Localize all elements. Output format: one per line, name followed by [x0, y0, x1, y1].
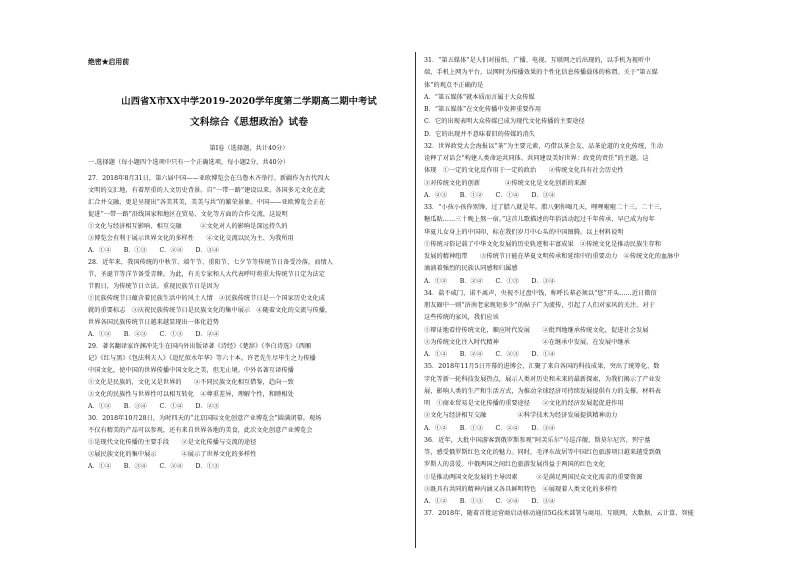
question-line: 明 ①商业贸易是文化传播的重要途径 ②文化的经济发展起促进作用: [424, 400, 624, 407]
question-line: C．它的出现表明大众传媒已成为现代文化传播的主要途径: [424, 118, 585, 126]
question-line: D．它的出现并不意味着旧的传媒的消失: [424, 130, 536, 138]
question-line: 中国文化，使中国的世界传播中国文化之美，但无止境。中外名著互译传播: [88, 367, 294, 374]
question-line: A．①② B．③④ C．②④ D．①③: [88, 463, 220, 470]
question-line: 31．“第五媒体”是人们对报纸、广播、电视、互联网之后出现的，以手机为视听中: [424, 57, 651, 64]
exam-title: 山西省X市XX中学2019-2020学年度第二学期高二期中考试: [121, 96, 377, 107]
question-line: ①民族传统节日蕴含着民族生活中的风土人情 ②民族传统节日是一个国家历史文化成: [88, 295, 326, 302]
question-line: 29．著名翻译家许渊冲先生在国内外出版译著《诗经》《楚辞》《李白诗选》《西厢: [88, 343, 312, 350]
part-heading: 第Ⅰ卷（选择题，共计40分）: [209, 145, 289, 152]
question-line: ③对传统文化的创新 ④传统文化是文化创新的来源: [424, 179, 587, 187]
question-line: 30．2018年10月28日，为时四天的“北京国际文化创意产业博览会”圆满闭幕。观场: [88, 415, 322, 422]
question-line: B．“第五媒体”在文化传播中发挥重要作用: [424, 106, 542, 113]
question-line: 华夏儿女身上的中国印，标在我们岁月中心头的中国图腾。以上材料说明: [424, 228, 624, 236]
question-line: 32．世界政党大会海报以“茶”为主要元素，巧借以茶会友、品茶论道的文化传统，生动: [424, 142, 663, 150]
question-line: 汇合并交融，更是呈现出“各美其美，美美与共”的繁荣景象。中国——亚欧博览会正在: [88, 199, 326, 206]
question-line: 糖瓜粘……三十晚上熬一宿。”这首儿歌描述的年俗活动起过千年传承，早已成为每年: [424, 216, 655, 224]
question-line: 体现 ①一定的文化反作用于一定的政治 ②传统文化具有社会历史性: [424, 167, 624, 175]
question-line: 字化等新一轮科技发展热点，展示人类对历史和未来的最新探索，为我们揭示了产业发: [424, 375, 662, 383]
question-line: ③既具有共同的精神内涵又各具鲜明特色 ④展现着人类文化的多样性: [424, 485, 618, 493]
question-line: 等，感受俄罗斯红色文化的魅力。同时，毛泽东故居等中国红色旅游项目越来越受到俄: [424, 449, 662, 456]
question-line: ①文化与经济相互影响、相互交融 ②文化对人的影响是深远持久的: [88, 223, 288, 230]
question-line: A．①② B．②④ C．①③ D．③④: [424, 277, 556, 285]
question-line: ③博览会有利于展示世界文化的多样性 ④文化交流以民为主、为我所用: [88, 235, 294, 242]
question-line: 罗斯人的喜爱。中俄两国之间红色旅游发展得益于两国的红色文化: [424, 461, 605, 469]
question-line: 27．2018年8月31日，第六届中国——亚欧博览会在乌鲁木齐举行。新疆作为古代四大: [88, 175, 330, 182]
question-line: 诠释了对话会“构建人类命运共同体、共同建设美好世界：政党的责任”的主题。这: [424, 155, 649, 162]
question-line: 节假日，为传统节日立法。重视民族节日是因为: [88, 283, 219, 290]
question-line: A．①② B．①③ C．②④ D．③④: [424, 498, 556, 505]
question-line: ③文化的民族性与世界性可以相互转化 ④尊重差异，理解个性，和睦相处: [88, 391, 294, 398]
question-line: 不仅有精美的产品可以参观，还有来自世界各地的美食，此次文化创意产业博览会: [88, 427, 313, 434]
question-line: 节、圣诞节等洋节备受青睐。为此，有关专家和人大代表呼吁将重大传统节日定为法定: [88, 271, 326, 278]
question-line: 端，手机上网为平台，以网时为传播效果的个性化信息传播载体的称谓。关于“第五媒: [424, 69, 658, 77]
question-line: ①是现代文化传播的主要手段 ②是文化传播与交流的途径: [88, 439, 257, 446]
question-line: A．“第五媒体”就本质而言属于大众传媒: [424, 93, 535, 101]
section-heading: 一.选择题（每小题四个选项中只有一个正确选项，每小题2分，共40分）: [88, 159, 290, 166]
question-line: ③文化与经济相互交融 ④科学技术为经济发展提供精神动力: [424, 412, 618, 420]
question-line: 促进“一带一路”沿线国家和地区在贸易、文化等方面的合作交流，这说明: [88, 211, 288, 218]
question-line: 33．“小孩小孩你别馋，过了腊八就是年。腊八粥你喝几天，哩哩啦啦二十三。二十三，: [424, 204, 666, 211]
page-footer: [0, 548, 794, 561]
question-line: 35．2018年11月5日开幕的进博会，汇聚了来自各国的科技成果，突出了统筹化、数: [424, 363, 660, 371]
question-line: ①辩证地看待传统文化，顺应时代发展 ②批判地继承传统文化，促进社会发展: [424, 326, 649, 334]
question-line: A．①② B．②③ C．①③ D．②④: [88, 331, 220, 338]
column-divider: [415, 52, 416, 552]
question-line: ③展民族文化的集中展示 ④展示了世界文化的多样性: [88, 451, 257, 458]
question-line: ③为传统文化注入时代精神 ④在继承中发展，在发展中继承: [424, 338, 630, 346]
question-line: A．②③ B．①② C．①④ D．③④: [424, 191, 556, 199]
question-line: 记》《红与黑》《包法利夫人》《追忆似水年华》等六十本。许老先生尽毕生之力传播: [88, 355, 316, 362]
question-line: 37．2018年，随着首批运营商启动移动通信5G技术部署与商用、互联网、大数据、云计算、智能: [424, 510, 694, 518]
question-line: 28．近年来，我国传统的中秋节、端午节、重阳节、七夕节等传统节日备受冷落，而情人: [88, 259, 333, 266]
question-line: 滴淌着强烈的民族认同感和归属感: [424, 265, 518, 273]
question-line: 这些传统的家风，我们应该: [424, 314, 499, 322]
question-line: 世界各国民族传统节日越来越显现出一体化趋势: [88, 319, 219, 326]
question-line: 34．盐不咸门、诺不离声，央视不过盘中钱，称呼长辈必须以“您”开头……近日微信: [424, 289, 657, 297]
question-line: 展，影响人类的生产和生活方式，为推动全球经济可持续发展提供有力的支撑。材料表: [424, 387, 662, 395]
question-line: 朋友圈中一则“济南老家规矩多少”的帖子广为流传，引起了人们对家风的关注。对于: [424, 302, 655, 309]
question-line: A．①② B．③④ C．①④ D．②③: [88, 403, 220, 410]
question-line: 体”的观点不正确的是: [424, 81, 484, 89]
question-line: A．①② B．②④ C．②③ D．①④: [424, 351, 556, 358]
question-line: ①传统习俗记载了中华文化发展的历史轨迹和丰富成果 ②传统文化是推动民族生存和: [424, 240, 662, 248]
question-line: 就的重要标志 ③庆祝民族传统节日是民族文化的集中展示 ④随着文化的交流与传播，: [88, 307, 332, 314]
confidential-mark: 绝密★启用前: [88, 58, 130, 66]
question-line: 36．近年，大批中国游客到俄罗斯参观“阿芙乐尔”号巡洋舰、斯莫尔尼宫、列宁墓: [424, 436, 651, 444]
question-line: ①文化是民族的，文化又是世界的 ②不同民族文化相互借鉴，趋向一致: [88, 379, 294, 386]
question-line: ①是推动两国文化发展的主导因素 ②是满足两国民众文化需求的重要资源: [424, 473, 643, 481]
question-line: A．①② B．①③ C．②④ D．③④: [88, 247, 220, 254]
question-line: 文明的交汇地，有着厚重的人文历史背景。自“一带一路”建设以来，各国多元文化在此: [88, 187, 326, 194]
exam-subtitle: 文科综合《思想政治》试卷: [189, 117, 309, 128]
question-line: A．①② B．①③ C．②④ D．③④: [424, 424, 556, 432]
question-line: 发展的精神纽带 ③传统节日能在华夏文明传承和延续中的重要动力 ④传统文化的血脉中: [424, 253, 680, 260]
